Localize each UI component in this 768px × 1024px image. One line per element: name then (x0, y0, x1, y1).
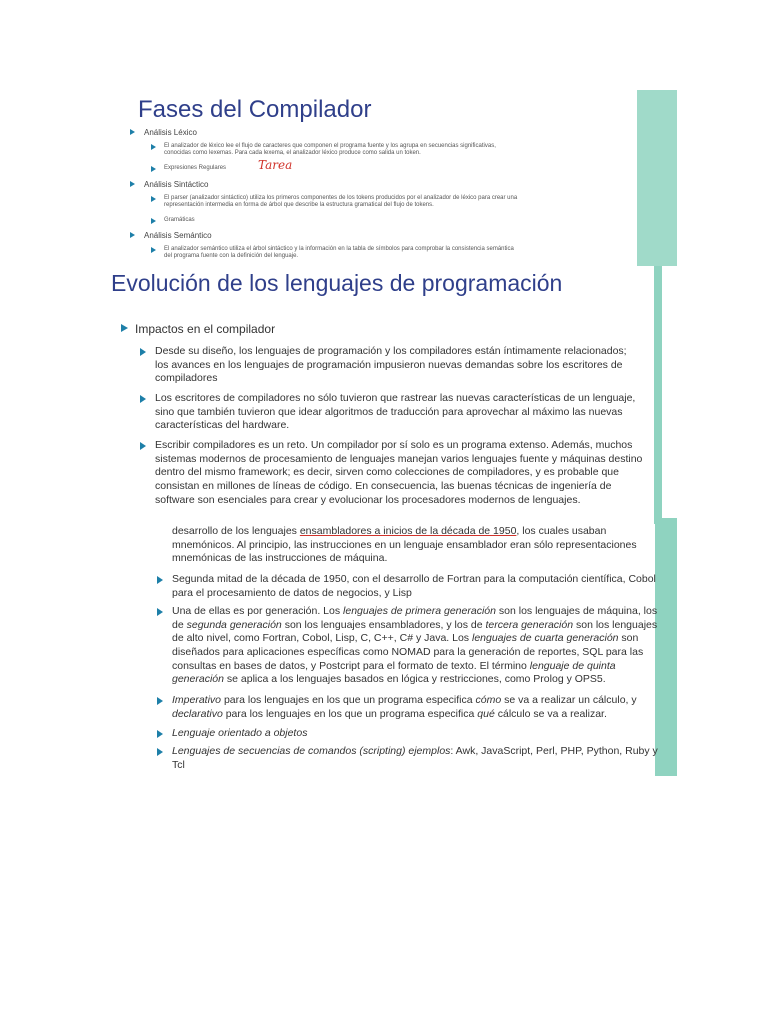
bullet-arrow-icon (151, 196, 156, 202)
text-analisis-sintactico: El parser (analizador sintáctico) utiliza los primeros componentes de los tokens producidos por el analizador de léxico para crear una representación intermedia en forma de árbol que describe la estructura gramatical del flujo de tokens. (164, 195, 517, 209)
heading-analisis-sintactico: Análisis Sintáctico (144, 180, 208, 190)
bullet-generaciones: Una de ellas es por generación. Los lenguajes de primera generación son los lenguajes de máquina, los de segunda generación son los lenguajes ensambladores, y los de tercera generación son los lenguajes de alto nivel, como Fortran, Cobol, Lisp, C, C++, C# y Java. Los lenguajes de cuarta generación son diseñados para aplicaciones específicas como NOMAD para la generación de reportes, SQL para las consultas en bases de datos, y Postcript para el formato de texto. El término lenguaje de quinta generación se aplica a los lenguajes basados en lógica y restricciones, como Prolog y OPS5. (172, 605, 664, 687)
slide-lenguajes-clasificacion (120, 518, 677, 776)
heading-impactos: Impactos en el compilador (135, 322, 275, 337)
bullet-arrow-icon (130, 129, 135, 135)
handwritten-note: Tarea (258, 158, 293, 172)
heading-analisis-semantico: Análisis Semántico (144, 231, 212, 241)
slide-evolucion-lenguajes (107, 266, 662, 524)
bullet-arrow-icon (151, 218, 156, 224)
bullet-fortran-cobol: Segunda mitad de la década de 1950, con el desarrollo de Fortran para la computación científica, Cobol para el procesamiento de datos de negocios, y Lisp (172, 573, 662, 600)
underlined-phrase: ensambladores a inicios de la década de 1950 (299, 525, 517, 537)
bullet-arrow-icon (157, 697, 163, 705)
bullet-gramaticas: Gramáticas (164, 217, 195, 224)
bullet-arrow-icon (151, 166, 156, 172)
slide-accent-bar (637, 90, 677, 266)
slide-accent-bar (654, 266, 662, 524)
slide-title: Evolución de los lenguajes de programación (111, 270, 563, 296)
slide-fases-compilador (122, 90, 677, 266)
bullet-ensambladores: desarrollo de los lenguajes ensambladores a inicios de la década de 1950, los cuales usaban mnemónicos. Al principio, las instrucciones en un lenguaje ensamblador eran sólo representaciones mnemónicas de las instrucciones de máquina. (172, 525, 637, 565)
bullet-arrow-icon (151, 144, 156, 150)
bullet-arrow-icon (151, 247, 156, 253)
bullet-arrow-icon (157, 730, 163, 738)
bullet-expresiones-regulares: Expresiones Regulares (164, 165, 226, 172)
text-analisis-semantico: El analizador semántico utiliza el árbol sintáctico y la información en la tabla de símbolos para comprobar la consistencia semántica del programa fuente con la definición del lenguaje. (164, 246, 514, 260)
bullet-imperativo-declarativo: Imperativo para los lenguajes en los que un programa especifica cómo se va a realizar un cálculo, y declarativo para los lenguajes en los que un programa especifica qué cálculo se va a realizar. (172, 694, 662, 721)
bullet-diseno-relacionados: Desde su diseño, los lenguajes de programación y los compiladores están íntimamente relacionados; los avances en los lenguajes de programación impusieron nuevas demandas sobre los escritores de compiladores (155, 345, 640, 386)
text-analisis-lexico: El analizador de léxico lee el flujo de caracteres que componen el programa fuente y los agrupa en secuencias significativas, conocidas como lexemas. Para cada lexema, el analizador léxico produce como salida un token. (164, 143, 496, 157)
bullet-arrow-icon (140, 395, 146, 403)
slide-title: Fases del Compilador (138, 96, 372, 123)
bullet-arrow-icon (157, 748, 163, 756)
bullet-arrow-icon (130, 232, 135, 238)
bullet-arrow-icon (140, 442, 146, 450)
bullet-orientado-objetos: Lenguaje orientado a objetos (172, 727, 662, 741)
bullet-scripting: Lenguajes de secuencias de comandos (scripting) ejemplos: Awk, JavaScript, Perl, PHP, Python, Ruby y Tcl (172, 745, 662, 772)
bullet-escritores-compiladores: Los escritores de compiladores no sólo tuvieron que rastrear las nuevas características de un lenguaje, sino que también tuvieron que idear algoritmos de traducción para aprovechar al máximo las nuevas características del hardware. (155, 392, 640, 433)
bullet-arrow-icon (121, 324, 128, 332)
heading-analisis-lexico: Análisis Léxico (144, 128, 197, 138)
bullet-arrow-icon (157, 576, 163, 584)
bullet-arrow-icon (130, 181, 135, 187)
bullet-reto: Escribir compiladores es un reto. Un compilador por sí solo es un programa extenso. Además, muchos sistemas modernos de procesamiento de lenguajes manejan varios lenguajes fuente y máquinas destino dentro del mismo framework; es decir, sirven como colecciones de compiladores, y es probable que consistan en millones de líneas de código. En consecuencia, las buenas técnicas de ingeniería de software son esenciales para crear y evolucionar los procesadores modernos de lenguajes. (155, 439, 645, 507)
bullet-arrow-icon (157, 608, 163, 616)
bullet-arrow-icon (140, 348, 146, 356)
